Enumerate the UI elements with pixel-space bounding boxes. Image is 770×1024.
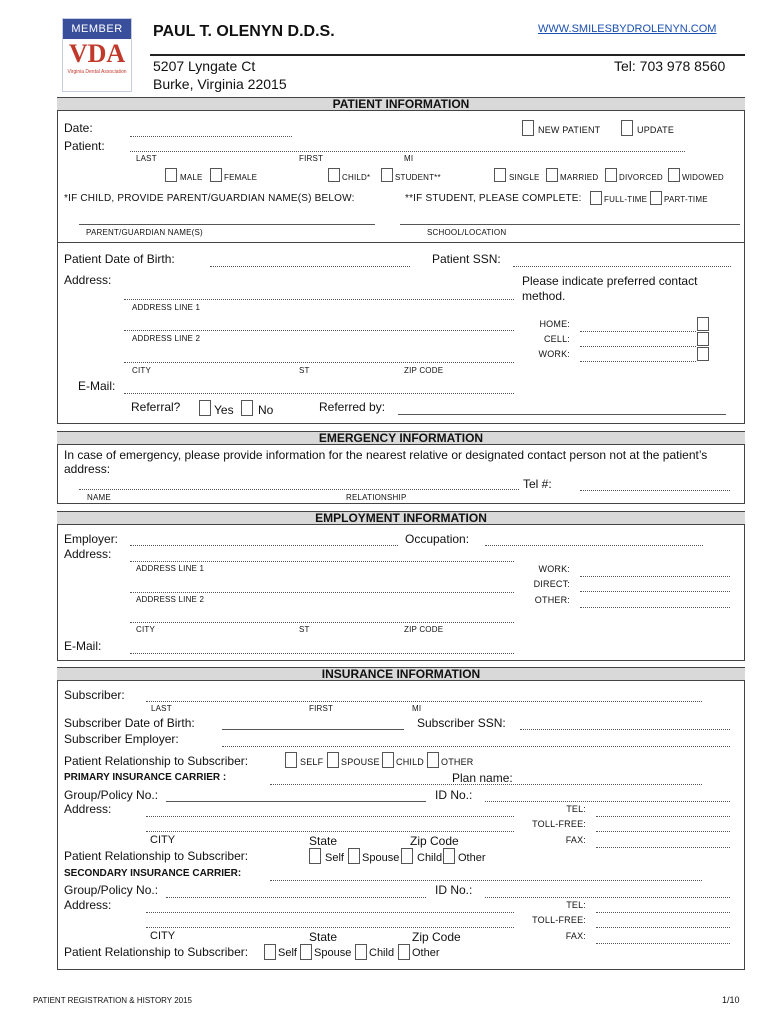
subscriber-mi-label: MI: [412, 704, 422, 713]
secondary-tel-label: TEL:: [566, 900, 586, 910]
employment-email-label: E-Mail:: [64, 639, 102, 653]
male-label: MALE: [180, 173, 203, 182]
referral-yes-checkbox[interactable]: [199, 400, 211, 416]
employment-city-field[interactable]: [130, 622, 514, 623]
emergency-section-title: EMERGENCY INFORMATION: [57, 431, 745, 445]
secondary-fax-field[interactable]: [596, 943, 730, 944]
primary-spouse-label: Spouse: [362, 852, 400, 864]
primary-tel-label: TEL:: [566, 804, 586, 814]
insurance-section-title: INSURANCE INFORMATION: [57, 667, 745, 681]
divorced-label: DIVORCED: [619, 173, 663, 182]
email-label: E-Mail:: [78, 379, 116, 393]
primary-child-label: Child: [417, 852, 443, 864]
single-checkbox[interactable]: [494, 168, 506, 182]
primary-spouse-checkbox[interactable]: [348, 848, 360, 864]
primary-id-label: ID No.:: [435, 788, 473, 802]
website-link[interactable]: WWW.SMILESBYDROLENYN.COM: [538, 23, 717, 35]
secondary-zip-label: Zip Code: [412, 930, 461, 944]
primary-child-checkbox[interactable]: [401, 848, 413, 864]
secondary-child-label: Child: [369, 947, 395, 959]
secondary-city-label: CITY: [150, 930, 176, 942]
employment-zip-label: ZIP CODE: [404, 625, 444, 634]
secondary-tollfree-label: TOLL-FREE:: [532, 915, 586, 925]
secondary-group-label: Group/Policy No.:: [64, 883, 159, 897]
contact-note: Please indicate preferred contact method.: [522, 274, 698, 303]
secondary-other-label: Other: [412, 947, 440, 959]
emergency-name-label: NAME: [87, 493, 111, 502]
mi-label: MI: [404, 154, 414, 163]
primary-tollfree-field[interactable]: [596, 831, 730, 832]
rel-self-checkbox[interactable]: [285, 752, 297, 768]
employment-work-label: WORK:: [538, 564, 570, 574]
secondary-tel-field[interactable]: [596, 912, 730, 913]
address-line2-label: ADDRESS LINE 2: [132, 334, 201, 343]
widowed-label: WIDOWED: [682, 173, 724, 182]
referral-no-checkbox[interactable]: [241, 400, 253, 416]
employment-other-field[interactable]: [580, 607, 730, 608]
referral-yes-label: Yes: [214, 403, 234, 417]
last-label: LAST: [136, 154, 157, 163]
subscriber-ssn-label: Subscriber SSN:: [417, 716, 506, 730]
st-label: ST: [299, 366, 310, 375]
primary-city-label: CITY: [150, 834, 176, 846]
secondary-spouse-checkbox[interactable]: [300, 944, 312, 960]
employer-field[interactable]: [130, 545, 398, 546]
secondary-other-checkbox[interactable]: [398, 944, 410, 960]
ssn-label: Patient SSN:: [432, 252, 501, 266]
address-line1-label: ADDRESS LINE 1: [132, 303, 201, 312]
referral-no-label: No: [258, 403, 274, 417]
subscriber-dob-field[interactable]: [222, 729, 404, 730]
home-label: HOME:: [539, 319, 570, 329]
ssn-field[interactable]: [513, 266, 731, 267]
dob-label: Patient Date of Birth:: [64, 252, 175, 266]
rel-self-label: SELF: [300, 757, 324, 767]
secondary-address-label: Address:: [64, 898, 112, 912]
emergency-tel-field[interactable]: [580, 490, 730, 491]
child-label: CHILD*: [342, 173, 371, 182]
if-child-note: *IF CHILD, PROVIDE PARENT/GUARDIAN NAME(S) BELOW:: [64, 193, 355, 204]
primary-tollfree-label: TOLL-FREE:: [532, 819, 586, 829]
office-tel: Tel: 703 978 8560: [614, 58, 726, 74]
school-label: SCHOOL/LOCATION: [427, 228, 507, 237]
single-label: SINGLE: [509, 173, 540, 182]
practice-name: PAUL T. OLENYN D.D.S.: [153, 23, 335, 40]
part-time-label: PART-TIME: [664, 195, 708, 204]
primary-tel-field[interactable]: [596, 816, 730, 817]
street-address: 5207 Lyngate Ct: [153, 58, 256, 74]
guardian-name-field[interactable]: [79, 224, 375, 225]
secondary-address-line1-field[interactable]: [146, 912, 514, 913]
vda-logo: [62, 18, 132, 92]
patient-name-field[interactable]: [130, 151, 685, 152]
primary-fax-field[interactable]: [596, 847, 730, 848]
secondary-spouse-label: Spouse: [314, 947, 352, 959]
divider: [57, 242, 745, 243]
logo-letters: VDA: [68, 39, 126, 68]
secondary-group-field[interactable]: [166, 897, 426, 898]
employment-address-line1-field[interactable]: [130, 561, 514, 562]
secondary-tollfree-field[interactable]: [596, 927, 730, 928]
employer-label: Employer:: [64, 532, 119, 546]
employment-section: [57, 511, 745, 661]
employment-direct-field[interactable]: [580, 591, 730, 592]
page-number: 1/10: [722, 995, 740, 1005]
female-checkbox[interactable]: [210, 168, 222, 182]
widowed-checkbox[interactable]: [668, 168, 680, 182]
home-preferred-checkbox[interactable]: [697, 317, 709, 331]
email-field[interactable]: [124, 393, 514, 394]
home-phone-field[interactable]: [580, 331, 696, 332]
emergency-relationship-label: RELATIONSHIP: [346, 493, 407, 502]
plan-name-label: Plan name:: [452, 771, 513, 785]
referred-by-field[interactable]: [398, 414, 726, 415]
employment-section-title: EMPLOYMENT INFORMATION: [57, 511, 745, 525]
rel-other-checkbox[interactable]: [427, 752, 439, 768]
cell-preferred-checkbox[interactable]: [697, 332, 709, 346]
secondary-carrier-field[interactable]: [270, 880, 702, 881]
update-checkbox[interactable]: [621, 120, 633, 136]
employment-other-label: OTHER:: [534, 595, 570, 605]
occupation-label: Occupation:: [405, 532, 470, 546]
primary-zip-label: Zip Code: [410, 834, 459, 848]
primary-fax-label: FAX:: [565, 835, 586, 845]
subscriber-dob-label: Subscriber Date of Birth:: [64, 716, 195, 730]
rel-spouse-label: SPOUSE: [341, 757, 380, 767]
primary-other-checkbox[interactable]: [443, 848, 455, 864]
employment-address-label: Address:: [64, 547, 112, 561]
first-label: FIRST: [299, 154, 324, 163]
primary-other-label: Other: [458, 852, 486, 864]
secondary-address-line2-field[interactable]: [146, 927, 514, 928]
guardian-name-label: PARENT/GUARDIAN NAME(S): [86, 228, 203, 237]
secondary-id-label: ID No.:: [435, 883, 473, 897]
male-checkbox[interactable]: [165, 168, 177, 182]
date-label: Date:: [64, 121, 93, 135]
emergency-note: In case of emergency, please provide information for the nearest relative or designated contact person not at the patient’s address:: [64, 448, 708, 476]
primary-address-line1-field[interactable]: [146, 816, 514, 817]
dob-field[interactable]: [210, 266, 410, 267]
part-time-checkbox[interactable]: [650, 191, 662, 205]
primary-id-field[interactable]: [485, 801, 730, 802]
employment-st-label: ST: [299, 625, 310, 634]
logo-subtitle: Virginia Dental Association: [67, 69, 127, 75]
secondary-self-checkbox[interactable]: [264, 944, 276, 960]
zip-label: ZIP CODE: [404, 366, 444, 375]
primary-self-label: Self: [325, 852, 344, 864]
secondary-child-checkbox[interactable]: [355, 944, 367, 960]
city-label: CITY: [132, 366, 152, 375]
primary-self-checkbox[interactable]: [309, 848, 321, 864]
occupation-field[interactable]: [485, 545, 703, 546]
secondary-carrier-label: SECONDARY INSURANCE CARRIER:: [64, 868, 242, 879]
new-patient-label: NEW PATIENT: [538, 125, 601, 135]
work-label: WORK:: [538, 349, 570, 359]
emergency-tel-label: Tel #:: [523, 477, 552, 491]
address-line2-field[interactable]: [124, 330, 514, 331]
cell-label: CELL:: [543, 334, 570, 344]
update-label: UPDATE: [637, 125, 675, 135]
work-phone-field[interactable]: [580, 361, 696, 362]
primary-carrier-label: PRIMARY INSURANCE CARRIER :: [64, 772, 227, 783]
child-checkbox[interactable]: [328, 168, 340, 182]
primary-address-label: Address:: [64, 802, 112, 816]
employment-direct-label: DIRECT:: [533, 579, 570, 589]
date-field[interactable]: [130, 136, 292, 137]
address-line1-field[interactable]: [124, 299, 514, 300]
full-time-checkbox[interactable]: [590, 191, 602, 205]
cell-phone-field[interactable]: [580, 346, 696, 347]
city-address: Burke, Virginia 22015: [153, 76, 287, 92]
divorced-checkbox[interactable]: [605, 168, 617, 182]
referral-label: Referral?: [131, 400, 181, 414]
rel-other-label: OTHER: [441, 757, 474, 767]
married-checkbox[interactable]: [546, 168, 558, 182]
new-patient-checkbox[interactable]: [522, 120, 534, 136]
married-label: MARRIED: [560, 173, 599, 182]
primary-relationship-label: Patient Relationship to Subscriber:: [64, 849, 249, 863]
if-student-note: **IF STUDENT, PLEASE COMPLETE:: [405, 193, 582, 204]
referred-by-label: Referred by:: [319, 400, 386, 414]
header-rule: [150, 54, 745, 56]
primary-group-field[interactable]: [166, 801, 426, 802]
secondary-self-label: Self: [278, 947, 297, 959]
logo-band: MEMBER: [63, 19, 131, 39]
address-label: Address:: [64, 273, 112, 287]
subscriber-name-field[interactable]: [146, 701, 702, 702]
primary-state-label: State: [309, 834, 338, 848]
primary-address-line2-field[interactable]: [146, 831, 514, 832]
employment-work-field[interactable]: [580, 576, 730, 577]
rel-spouse-checkbox[interactable]: [327, 752, 339, 768]
subscriber-employer-label: Subscriber Employer:: [64, 732, 179, 746]
secondary-id-field[interactable]: [485, 897, 730, 898]
subscriber-employer-field[interactable]: [222, 746, 730, 747]
rel-child-label: CHILD: [396, 757, 425, 767]
secondary-relationship-label: Patient Relationship to Subscriber:: [64, 945, 249, 959]
patient-label: Patient:: [64, 139, 105, 153]
subscriber-first-label: FIRST: [309, 704, 334, 713]
student-label: STUDENT**: [395, 173, 441, 182]
rel-child-checkbox[interactable]: [382, 752, 394, 768]
relationship-label: Patient Relationship to Subscriber:: [64, 754, 249, 768]
employment-address-line1-label: ADDRESS LINE 1: [136, 564, 205, 573]
footer-title: PATIENT REGISTRATION & HISTORY 2015: [33, 996, 193, 1005]
employment-address-line2-label: ADDRESS LINE 2: [136, 595, 205, 604]
primary-group-label: Group/Policy No.:: [64, 788, 159, 802]
secondary-fax-label: FAX:: [565, 931, 586, 941]
patient-section-title: PATIENT INFORMATION: [57, 97, 745, 111]
full-time-label: FULL-TIME: [604, 195, 648, 204]
school-field[interactable]: [400, 224, 740, 225]
subscriber-ssn-field[interactable]: [520, 729, 730, 730]
secondary-state-label: State: [309, 930, 338, 944]
emergency-contact-field[interactable]: [79, 489, 519, 490]
employment-address-line2-field[interactable]: [130, 592, 514, 593]
employment-city-label: CITY: [136, 625, 156, 634]
city-st-zip-field[interactable]: [124, 362, 514, 363]
subscriber-last-label: LAST: [151, 704, 172, 713]
work-preferred-checkbox[interactable]: [697, 347, 709, 361]
subscriber-label: Subscriber:: [64, 688, 125, 702]
female-label: FEMALE: [224, 173, 258, 182]
student-checkbox[interactable]: [381, 168, 393, 182]
employment-email-field[interactable]: [130, 653, 514, 654]
